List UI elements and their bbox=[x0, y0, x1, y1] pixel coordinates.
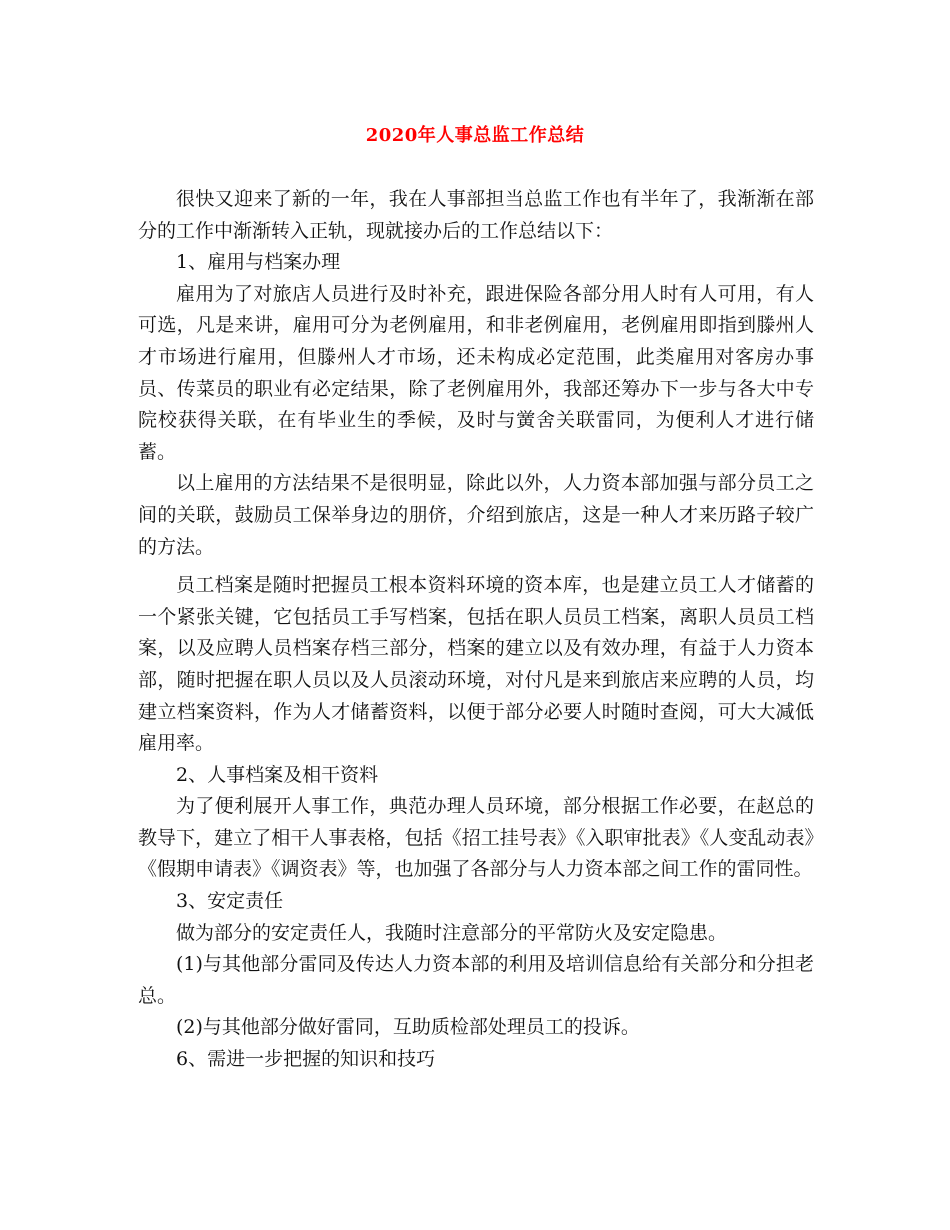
section-heading-skills: 6、需进一步把握的知识和技巧 bbox=[176, 1048, 436, 1071]
list-item-2: (2)与其他部分做好雷同，互助质检部处理员工的投诉。 bbox=[176, 1016, 640, 1039]
document-title: 2020年人事总监工作总结 bbox=[365, 125, 585, 146]
paragraph-hiring: 雇用为了对旅店人员进行及时补充，跟进保险各部分用人时有人可用，有人可选，凡是来讲，雇用可分为老例雇用，和非老例雇用，老例雇用即指到滕州人才市场进行雇用，但滕州人才市场，还未构成必定范围，此类雇用对客房办事员、传菜员的职业有必定结果，除了老例雇用外，我部还筹办下一步与各大中专院校获得关联，在有毕业生的季候，及时与黉舍关联雷同，为便利人才进行储蓄。 bbox=[138, 282, 814, 463]
section-heading-hiring: 1、雇用与档案办理 bbox=[176, 251, 341, 274]
paragraph-hr-forms: 为了便利展开人事工作，典范办理人员环境，部分根据工作必要，在赵总的教导下，建立了相干人事表格，包括《招工挂号表》《入职审批表》《人变乱动表》《假期申请表》《调资表》等，也加强了各部分与人力资本部之间工作的雷同性。 bbox=[138, 795, 814, 881]
paragraph-safety: 做为部分的安定责任人，我随时注意部分的平常防火及安定隐患。 bbox=[176, 921, 728, 944]
section-heading-hr-files: 2、人事档案及相干资料 bbox=[176, 763, 379, 786]
list-item-1: (1)与其他部分雷同及传达人力资本部的利用及培训信息给有关部分和分担老总。 bbox=[138, 953, 814, 1007]
section-heading-safety: 3、安定责任 bbox=[176, 890, 284, 913]
paragraph-hiring-methods: 以上雇用的方法结果不是很明显，除此以外，人力资本部加强与部分员工之间的关联，鼓励员工保举身边的朋侪，介绍到旅店，这是一种人才来历路子较广的方法。 bbox=[138, 472, 814, 558]
paragraph-employee-files: 员工档案是随时把握员工根本资料环境的资本库，也是建立员工人才储蓄的一个紧张关键，它包括员工手写档案，包括在职人员员工档案，离职人员员工档案，以及应聘人员档案存档三部分，档案的建立以及有效办理，有益于人力资本部，随时把握在职人员以及人员滚动环境，对付凡是来到旅店来应聘的人员，均建立档案资料，作为人才储蓄资料，以便于部分必要人时随时查阅，可大大减低雇用率。 bbox=[138, 574, 814, 755]
document-body bbox=[138, 184, 814, 1076]
paragraph-intro: 很快又迎来了新的一年，我在人事部担当总监工作也有半年了，我渐渐在部分的工作中渐渐转入正轨，现就接办后的工作总结以下： bbox=[138, 188, 814, 242]
